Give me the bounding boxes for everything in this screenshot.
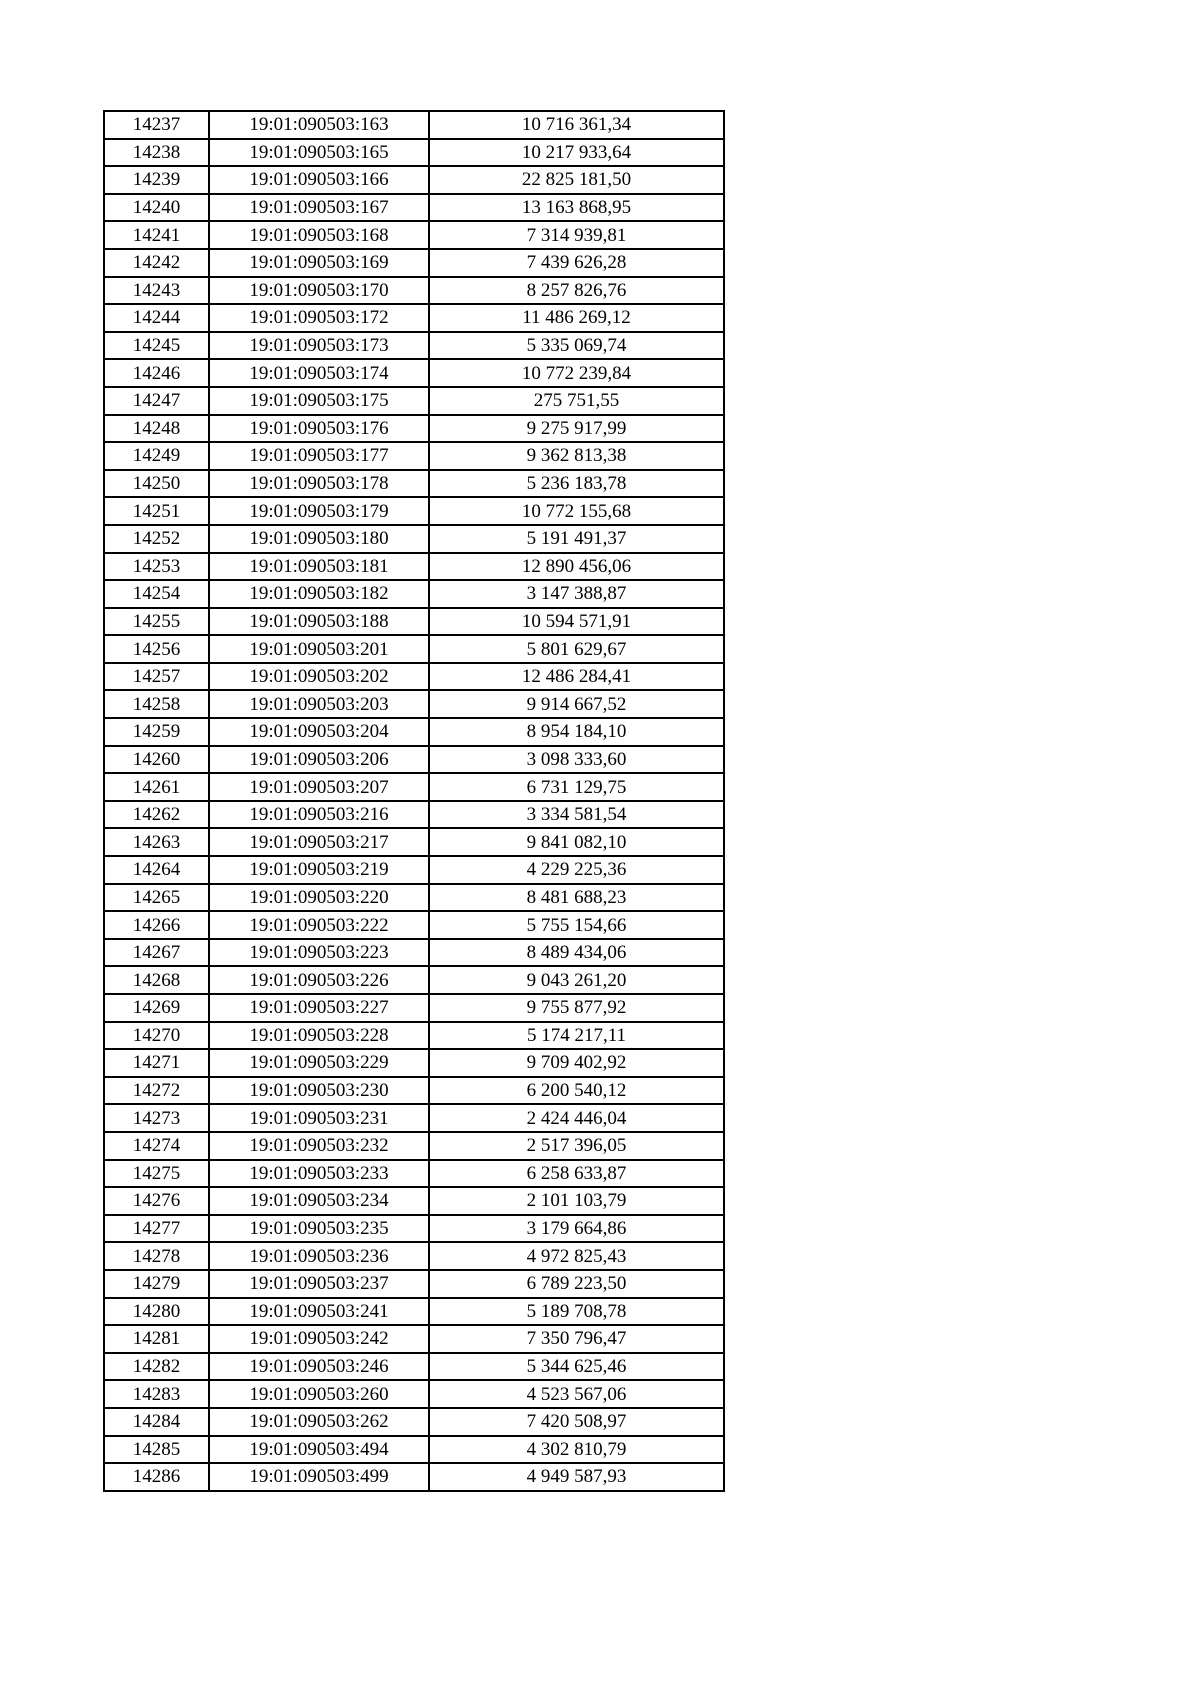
row-number-cell: 14241 <box>104 221 209 249</box>
cadastral-number-cell: 19:01:090503:203 <box>209 690 429 718</box>
cadastral-number-cell: 19:01:090503:174 <box>209 359 429 387</box>
value-cell: 8 489 434,06 <box>429 939 724 967</box>
value-cell: 2 101 103,79 <box>429 1187 724 1215</box>
cadastral-number-cell: 19:01:090503:499 <box>209 1463 429 1491</box>
cadastral-number-cell: 19:01:090503:169 <box>209 249 429 277</box>
cadastral-number-cell: 19:01:090503:260 <box>209 1380 429 1408</box>
value-cell: 4 302 810,79 <box>429 1436 724 1464</box>
row-number-cell: 14283 <box>104 1380 209 1408</box>
value-cell: 10 594 571,91 <box>429 608 724 636</box>
row-number-cell: 14273 <box>104 1104 209 1132</box>
value-cell: 6 789 223,50 <box>429 1270 724 1298</box>
table-row <box>104 608 724 636</box>
table-row <box>104 911 724 939</box>
value-cell: 5 189 708,78 <box>429 1298 724 1326</box>
table-row <box>104 828 724 856</box>
cadastral-number-cell: 19:01:090503:494 <box>209 1436 429 1464</box>
cadastral-number-cell: 19:01:090503:170 <box>209 277 429 305</box>
table-row <box>104 1077 724 1105</box>
table-row <box>104 1215 724 1243</box>
cadastral-number-cell: 19:01:090503:181 <box>209 553 429 581</box>
value-cell: 5 174 217,11 <box>429 1022 724 1050</box>
row-number-cell: 14263 <box>104 828 209 856</box>
row-number-cell: 14242 <box>104 249 209 277</box>
table-row <box>104 221 724 249</box>
value-cell: 4 972 825,43 <box>429 1242 724 1270</box>
value-cell: 10 217 933,64 <box>429 139 724 167</box>
row-number-cell: 14247 <box>104 387 209 415</box>
value-cell: 7 314 939,81 <box>429 221 724 249</box>
table-row <box>104 1242 724 1270</box>
table-row <box>104 884 724 912</box>
value-cell: 8 257 826,76 <box>429 277 724 305</box>
row-number-cell: 14281 <box>104 1325 209 1353</box>
table-row <box>104 1104 724 1132</box>
value-cell: 9 043 261,20 <box>429 966 724 994</box>
table-row <box>104 718 724 746</box>
value-cell: 8 954 184,10 <box>429 718 724 746</box>
row-number-cell: 14240 <box>104 194 209 222</box>
value-cell: 6 258 633,87 <box>429 1160 724 1188</box>
value-cell: 9 841 082,10 <box>429 828 724 856</box>
cadastral-number-cell: 19:01:090503:163 <box>209 111 429 139</box>
row-number-cell: 14271 <box>104 1049 209 1077</box>
table-row <box>104 139 724 167</box>
row-number-cell: 14279 <box>104 1270 209 1298</box>
cadastral-number-cell: 19:01:090503:226 <box>209 966 429 994</box>
table-row <box>104 856 724 884</box>
cadastral-number-cell: 19:01:090503:231 <box>209 1104 429 1132</box>
value-cell: 9 275 917,99 <box>429 415 724 443</box>
cadastral-number-cell: 19:01:090503:237 <box>209 1270 429 1298</box>
cadastral-number-cell: 19:01:090503:233 <box>209 1160 429 1188</box>
value-cell: 4 523 567,06 <box>429 1380 724 1408</box>
value-cell: 12 890 456,06 <box>429 553 724 581</box>
row-number-cell: 14238 <box>104 139 209 167</box>
table-row <box>104 1298 724 1326</box>
row-number-cell: 14245 <box>104 332 209 360</box>
row-number-cell: 14284 <box>104 1408 209 1436</box>
value-cell: 2 517 396,05 <box>429 1132 724 1160</box>
table-row <box>104 111 724 139</box>
row-number-cell: 14267 <box>104 939 209 967</box>
row-number-cell: 14250 <box>104 470 209 498</box>
cadastral-number-cell: 19:01:090503:234 <box>209 1187 429 1215</box>
value-cell: 8 481 688,23 <box>429 884 724 912</box>
cadastral-number-cell: 19:01:090503:172 <box>209 304 429 332</box>
cadastral-number-cell: 19:01:090503:201 <box>209 635 429 663</box>
table-row <box>104 1463 724 1491</box>
table-row <box>104 166 724 194</box>
cadastral-number-cell: 19:01:090503:173 <box>209 332 429 360</box>
cadastral-number-cell: 19:01:090503:167 <box>209 194 429 222</box>
table-row <box>104 994 724 1022</box>
cadastral-number-cell: 19:01:090503:235 <box>209 1215 429 1243</box>
cadastral-number-cell: 19:01:090503:246 <box>209 1353 429 1381</box>
row-number-cell: 14260 <box>104 746 209 774</box>
table-row <box>104 332 724 360</box>
row-number-cell: 14277 <box>104 1215 209 1243</box>
table-row <box>104 277 724 305</box>
value-cell: 275 751,55 <box>429 387 724 415</box>
row-number-cell: 14270 <box>104 1022 209 1050</box>
value-cell: 5 191 491,37 <box>429 525 724 553</box>
table-row <box>104 470 724 498</box>
value-cell: 5 801 629,67 <box>429 635 724 663</box>
row-number-cell: 14276 <box>104 1187 209 1215</box>
table-row <box>104 1132 724 1160</box>
table-row <box>104 801 724 829</box>
value-cell: 3 334 581,54 <box>429 801 724 829</box>
cadastral-number-cell: 19:01:090503:262 <box>209 1408 429 1436</box>
row-number-cell: 14272 <box>104 1077 209 1105</box>
value-cell: 5 236 183,78 <box>429 470 724 498</box>
cadastral-number-cell: 19:01:090503:202 <box>209 663 429 691</box>
value-cell: 4 229 225,36 <box>429 856 724 884</box>
cadastral-number-cell: 19:01:090503:168 <box>209 221 429 249</box>
cadastral-number-cell: 19:01:090503:228 <box>209 1022 429 1050</box>
value-cell: 9 914 667,52 <box>429 690 724 718</box>
value-cell: 5 335 069,74 <box>429 332 724 360</box>
row-number-cell: 14262 <box>104 801 209 829</box>
table-row <box>104 304 724 332</box>
row-number-cell: 14246 <box>104 359 209 387</box>
cadastral-number-cell: 19:01:090503:180 <box>209 525 429 553</box>
row-number-cell: 14282 <box>104 1353 209 1381</box>
table-row <box>104 1436 724 1464</box>
value-cell: 13 163 868,95 <box>429 194 724 222</box>
table-row <box>104 663 724 691</box>
table-row <box>104 194 724 222</box>
value-cell: 10 772 155,68 <box>429 497 724 525</box>
cadastral-number-cell: 19:01:090503:179 <box>209 497 429 525</box>
table-row <box>104 497 724 525</box>
row-number-cell: 14248 <box>104 415 209 443</box>
data-table <box>103 110 725 1492</box>
row-number-cell: 14275 <box>104 1160 209 1188</box>
value-cell: 7 350 796,47 <box>429 1325 724 1353</box>
table-row <box>104 1353 724 1381</box>
value-cell: 3 179 664,86 <box>429 1215 724 1243</box>
row-number-cell: 14286 <box>104 1463 209 1491</box>
row-number-cell: 14258 <box>104 690 209 718</box>
table-row <box>104 1325 724 1353</box>
row-number-cell: 14249 <box>104 442 209 470</box>
cadastral-number-cell: 19:01:090503:230 <box>209 1077 429 1105</box>
table-row <box>104 966 724 994</box>
cadastral-number-cell: 19:01:090503:227 <box>209 994 429 1022</box>
cadastral-number-cell: 19:01:090503:236 <box>209 1242 429 1270</box>
value-cell: 3 147 388,87 <box>429 580 724 608</box>
value-cell: 5 344 625,46 <box>429 1353 724 1381</box>
value-cell: 6 200 540,12 <box>429 1077 724 1105</box>
row-number-cell: 14264 <box>104 856 209 884</box>
cadastral-number-cell: 19:01:090503:166 <box>209 166 429 194</box>
value-cell: 5 755 154,66 <box>429 911 724 939</box>
table-row <box>104 442 724 470</box>
cadastral-number-cell: 19:01:090503:216 <box>209 801 429 829</box>
table-row <box>104 1408 724 1436</box>
value-cell: 6 731 129,75 <box>429 773 724 801</box>
row-number-cell: 14243 <box>104 277 209 305</box>
table-row <box>104 415 724 443</box>
cadastral-number-cell: 19:01:090503:241 <box>209 1298 429 1326</box>
cadastral-number-cell: 19:01:090503:222 <box>209 911 429 939</box>
row-number-cell: 14285 <box>104 1436 209 1464</box>
cadastral-number-cell: 19:01:090503:175 <box>209 387 429 415</box>
table-row <box>104 635 724 663</box>
table-row <box>104 580 724 608</box>
value-cell: 11 486 269,12 <box>429 304 724 332</box>
cadastral-number-cell: 19:01:090503:232 <box>209 1132 429 1160</box>
cadastral-number-cell: 19:01:090503:220 <box>209 884 429 912</box>
table-row <box>104 1270 724 1298</box>
table-row <box>104 1187 724 1215</box>
row-number-cell: 14251 <box>104 497 209 525</box>
cadastral-number-cell: 19:01:090503:188 <box>209 608 429 636</box>
table-row <box>104 553 724 581</box>
cadastral-number-cell: 19:01:090503:182 <box>209 580 429 608</box>
value-cell: 3 098 333,60 <box>429 746 724 774</box>
table-row <box>104 359 724 387</box>
row-number-cell: 14237 <box>104 111 209 139</box>
cadastral-number-cell: 19:01:090503:242 <box>209 1325 429 1353</box>
table-row <box>104 387 724 415</box>
table-row <box>104 690 724 718</box>
value-cell: 9 755 877,92 <box>429 994 724 1022</box>
row-number-cell: 14269 <box>104 994 209 1022</box>
row-number-cell: 14266 <box>104 911 209 939</box>
cadastral-number-cell: 19:01:090503:178 <box>209 470 429 498</box>
row-number-cell: 14254 <box>104 580 209 608</box>
row-number-cell: 14261 <box>104 773 209 801</box>
row-number-cell: 14274 <box>104 1132 209 1160</box>
cadastral-number-cell: 19:01:090503:176 <box>209 415 429 443</box>
value-cell: 7 439 626,28 <box>429 249 724 277</box>
table-row <box>104 773 724 801</box>
value-cell: 10 716 361,34 <box>429 111 724 139</box>
cadastral-number-cell: 19:01:090503:229 <box>209 1049 429 1077</box>
table-body <box>104 111 724 1491</box>
cadastral-number-cell: 19:01:090503:206 <box>209 746 429 774</box>
row-number-cell: 14252 <box>104 525 209 553</box>
cadastral-number-cell: 19:01:090503:204 <box>209 718 429 746</box>
value-cell: 9 362 813,38 <box>429 442 724 470</box>
value-cell: 9 709 402,92 <box>429 1049 724 1077</box>
value-cell: 2 424 446,04 <box>429 1104 724 1132</box>
row-number-cell: 14244 <box>104 304 209 332</box>
row-number-cell: 14268 <box>104 966 209 994</box>
row-number-cell: 14280 <box>104 1298 209 1326</box>
row-number-cell: 14265 <box>104 884 209 912</box>
cadastral-number-cell: 19:01:090503:177 <box>209 442 429 470</box>
table-row <box>104 249 724 277</box>
table-row <box>104 1022 724 1050</box>
cadastral-number-cell: 19:01:090503:219 <box>209 856 429 884</box>
row-number-cell: 14257 <box>104 663 209 691</box>
cadastral-number-cell: 19:01:090503:223 <box>209 939 429 967</box>
table-row <box>104 746 724 774</box>
row-number-cell: 14239 <box>104 166 209 194</box>
value-cell: 10 772 239,84 <box>429 359 724 387</box>
value-cell: 22 825 181,50 <box>429 166 724 194</box>
row-number-cell: 14255 <box>104 608 209 636</box>
table-row <box>104 1380 724 1408</box>
row-number-cell: 14278 <box>104 1242 209 1270</box>
cadastral-number-cell: 19:01:090503:207 <box>209 773 429 801</box>
cadastral-number-cell: 19:01:090503:217 <box>209 828 429 856</box>
table-row <box>104 939 724 967</box>
value-cell: 7 420 508,97 <box>429 1408 724 1436</box>
table-row <box>104 525 724 553</box>
row-number-cell: 14256 <box>104 635 209 663</box>
row-number-cell: 14253 <box>104 553 209 581</box>
value-cell: 12 486 284,41 <box>429 663 724 691</box>
row-number-cell: 14259 <box>104 718 209 746</box>
value-cell: 4 949 587,93 <box>429 1463 724 1491</box>
cadastral-number-cell: 19:01:090503:165 <box>209 139 429 167</box>
table-row <box>104 1160 724 1188</box>
table-row <box>104 1049 724 1077</box>
